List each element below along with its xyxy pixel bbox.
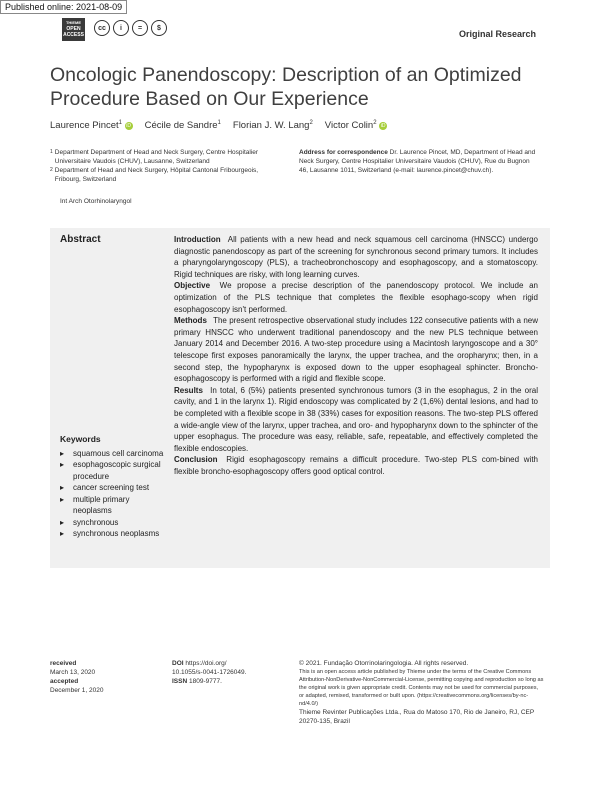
received-label: received: [50, 660, 77, 667]
author-affil-sup: 1: [118, 120, 123, 126]
logo-line-3: ACCESS: [63, 32, 84, 38]
copyright-line: © 2021. Fundação Otorrinolaringologia. All rights reserved.: [299, 660, 469, 667]
keyword-text: multiple primary neoplasms: [73, 494, 130, 515]
author-name: Victor Colin: [324, 120, 374, 132]
issn-label: ISSN: [172, 678, 188, 685]
keyword-item[interactable]: [60, 494, 170, 517]
copyright-block: [299, 659, 544, 726]
accepted-label: accepted: [50, 678, 79, 685]
orcid-icon[interactable]: iD: [380, 122, 386, 129]
section-text: We propose a precise description of the panendoscopy protocol. We include an optimization of the PLS technique that completes the flexible esophago-scopy when rigid esophagoscopy isn't performed.: [174, 281, 538, 314]
author-name: Florian J. W. Lang: [232, 120, 310, 132]
article-type: Original Research: [458, 29, 536, 39]
bullet-icon: ▸: [60, 483, 65, 492]
section-head: Introduction: [174, 235, 221, 244]
keyword-text: synchronous: [73, 517, 119, 527]
logo-line-1: THIEME: [65, 20, 82, 25]
issn-value: 1809-9777.: [188, 678, 222, 685]
abstract-section-results: [174, 385, 538, 455]
abstract-section-methods: [174, 315, 538, 385]
affiliations: [50, 148, 285, 184]
section-head: Objective: [174, 281, 211, 291]
author-affil-sup: 2: [309, 120, 313, 126]
doi-value[interactable]: 10.1055/s-0041-1726049.: [172, 669, 247, 676]
section-text: Rigid esophagoscopy remains a difficult procedure. Two-step PLS com-bined with flexible broncho-esophagoscopy offers good optical control.: [174, 455, 538, 476]
received-date: March 13, 2020: [50, 669, 96, 676]
abstract-box: [50, 228, 550, 568]
affiliation-text: Department of Head and Neck Surgery, Hôpital Cantonal Fribourgeois, Fribourg, Switzerland: [54, 167, 259, 183]
abstract-section-introduction: [174, 234, 538, 280]
correspondence-address: [299, 148, 539, 175]
keywords-heading: Keywords: [60, 434, 101, 444]
bullet-icon: ▸: [60, 529, 65, 538]
author-affil-sup: 1: [217, 120, 221, 126]
section-text: The present retrospective observational study includes 122 consecutive patients with a new primary HNSCC who underwent traditional panendoscopy and the new PLS technique between January 2014 and December 2016. A two-step procedure using a Macintosh laryngoscope and a 30° telescope first exposes panoramically the larynx, the upper trachea, and the oropharynx; then, in a second step, the hypopharynx is exposed down to the upper esophageal sphincter. Broncho-esophagoscopy is performed with a rigid and flexible scope.: [174, 316, 538, 384]
bullet-icon: ▸: [60, 460, 65, 469]
cc-license-icons: [94, 20, 167, 36]
by-icon: i: [113, 20, 129, 36]
affiliation-sup: 1: [50, 149, 53, 155]
keyword-item[interactable]: [60, 517, 170, 529]
received-dates: [50, 659, 103, 695]
publisher-address: Thieme Revinter Publicações Ltda., Rua do Matoso 170, Rio de Janeiro, RJ, CEP 20270-135, Brazil: [299, 709, 535, 725]
affiliation-text: Department Department of Head and Neck Surgery, Centre Hospitalier Universitaire Vaudois (CHUV), Lausanne, Switzerland: [54, 149, 259, 165]
affiliation-item: [50, 148, 285, 166]
section-head: Results: [174, 385, 203, 395]
keyword-item[interactable]: [60, 528, 170, 540]
keyword-text: cancer screening test: [73, 483, 150, 492]
section-text: All patients with a new head and neck squamous cell carcinoma (HNSCC) undergo diagnostic panendoscopy as part of the screening for synchronous second primary tumors. It includes a pharyngolaryngoscopy (PLS), a tracheobronchoscopy and esophagoscopy, and a stomatoscopy. Rigid techniques are risky, with long learning curves.: [174, 235, 538, 279]
abstract-section-objective: [174, 280, 538, 315]
abstract-body: [174, 234, 538, 477]
keyword-item[interactable]: [60, 482, 170, 494]
bullet-icon: ▸: [60, 448, 65, 458]
author[interactable]: [233, 120, 313, 131]
author[interactable]: [50, 120, 133, 131]
orcid-icon[interactable]: iD: [126, 122, 132, 129]
section-head: Methods: [174, 316, 207, 326]
keywords-list: [60, 434, 170, 540]
doi-block: [172, 659, 246, 686]
correspondence-text: Dr. Laurence Pincet, MD, Department of Head and Neck Surgery, Centre Hospitalier Universitaire Vaudois (CHUV), Rue du Bugnon 46, Lausanne 1011, Switzerland (e-mail: laurence.pincet@chuv.ch).: [299, 149, 536, 174]
author-name: Cécile de Sandre: [144, 120, 218, 132]
author-affil-sup: 2: [373, 120, 377, 126]
author-list: [50, 120, 387, 131]
abstract-heading: Abstract: [60, 234, 101, 245]
section-text: In total, 6 (5%) patients presented synchronous tumors (3 in the esophagus, 2 in the oral cavity, and 1 in the larynx 1). Rigid endoscopy was complicated by 2 (1,6%) dental lesions, and had to be completed with a flexible scope in 38 (33%) cases for exposition reasons. The two-step PLS offered a wide-angle view of the larynx, upper trachea, and oro- and hypopharynx down to the sphincter of the upper esophagus. The procedure was easy, reliable, safe, repeatable, and effectively completed the flexible endoscopies.: [174, 385, 538, 453]
accepted-date: December 1, 2020: [50, 687, 104, 694]
affiliation-item: [50, 166, 285, 184]
keyword-item[interactable]: [60, 459, 170, 482]
abstract-section-conclusion: [174, 454, 538, 477]
keyword-item[interactable]: [60, 448, 170, 460]
author[interactable]: [145, 120, 221, 131]
license-text: This is an open access article published by Thieme under the terms of the Creative Commons Attribution-NonDerivative-NonCommercial-License, permitting copying and reproduction so long as the original work is given appropriate credit. Contents may not be used for commercial purposes, or adapted, remixed, transformed or built upon. (https://creativecommons.org/licenses/by-nc-nd/4.0/): [299, 669, 544, 707]
keyword-text: synchronous neoplasms: [73, 529, 160, 538]
affiliation-sup: 2: [50, 167, 53, 173]
bullet-icon: ▸: [60, 494, 65, 504]
author-name: Laurence Pincet: [50, 120, 119, 132]
keyword-text: esophagoscopic surgical procedure: [73, 460, 161, 481]
doi-link[interactable]: https://doi.org/: [185, 660, 227, 667]
nc-icon: $: [151, 20, 167, 36]
keyword-text: squamous cell carcinoma: [73, 448, 164, 458]
doi-label: DOI: [172, 660, 184, 667]
logo-line-2: OPEN: [66, 26, 81, 32]
section-head: Conclusion: [174, 455, 218, 465]
article-title: Oncologic Panendoscopy: Description of an Optimized Procedure Based on Our Experience: [50, 64, 522, 110]
cc-icon: cc: [94, 20, 110, 36]
correspondence-label: Address for correspondence: [299, 149, 388, 156]
journal-reference: Int Arch Otorhinolaryngol: [60, 198, 132, 205]
bullet-icon: ▸: [60, 517, 65, 527]
thieme-open-access-logo: [62, 18, 85, 41]
nd-icon: =: [132, 20, 148, 36]
author[interactable]: [325, 120, 387, 131]
published-online-stamp: Published online: 2021-08-09: [0, 0, 127, 14]
